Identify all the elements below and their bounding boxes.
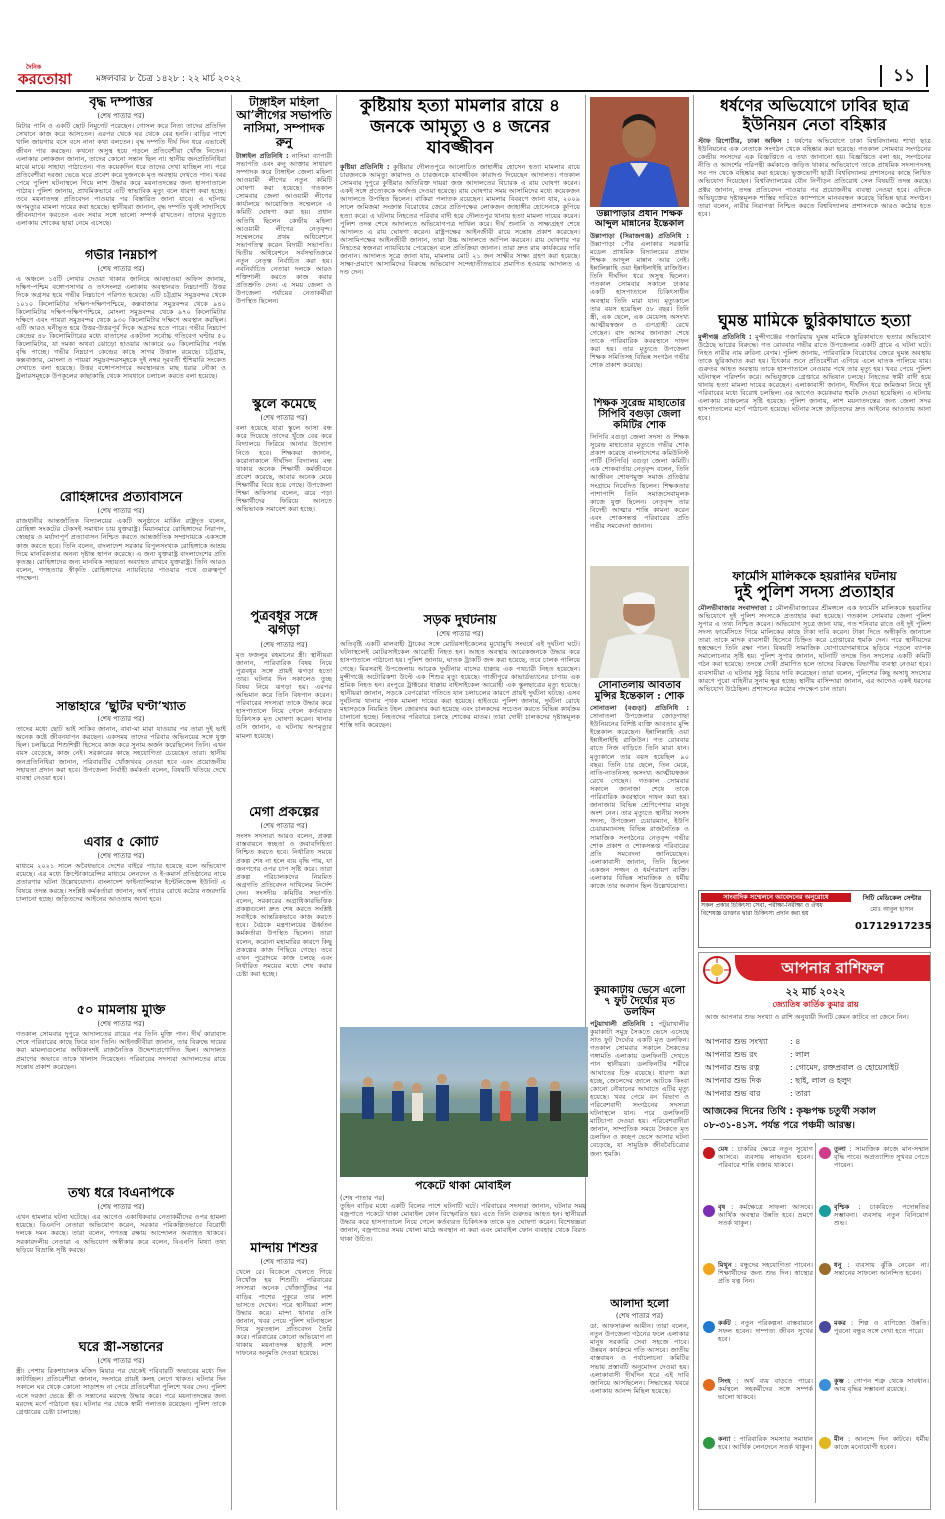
column-divider: [231, 95, 232, 1510]
sign-text: অর্থ ব্যয় বাড়তে পারে। কর্মস্থলে সহকর্মীদের সঙ্গে সম্পর্ক ভালো থাকবে।: [718, 1377, 813, 1402]
column-1: [16, 96, 226, 1511]
portrait-illustration: [590, 566, 689, 678]
article-body: তাদের মধ্যে ছোট ভাই সাকিব জানান, বাবা-মা মারা যাওয়ার পর তারা দুই ভাই অনেক কষ্টে জীবনযাপন করছেন। একসময় তাদের পরিবার অভিনয়ের সঙ্গে যুক্ত ছিল। চলচ্চিত্রে শিশুশিল্পী হিসেবে কাজ করে সুনাম অর্জন করেছিলেন তিনি। এখন বয়স বেড়েছে, কাজ নেই। সরকারের কাছে সহযোগিতা চেয়েছেন তারা। স্থানীয় জনপ্রতিনিধিরা জানান, পরিবারটির খোঁজখবর নেওয়া হবে এবং প্রয়োজনীয় সহায়তা প্রদান করা হবে। উপজেলা নির্বাহী কর্মকর্তা বলেন, বিষয়টি খতিয়ে দেখে ব্যবস্থা নেওয়া হবে।: [16, 725, 226, 782]
clinic-advertisement: [698, 890, 931, 948]
article-body: মাধ্যমে ২০২১ সালে অবৈধভাবে দেশের বাইরে পাচার হয়েছে বলে অভিযোগ রয়েছে। এর মধ্যে ক্রিপ্টোকারেন্সির মাধ্যমে লেনদেন ও ই-কমার্স প্রতিষ্ঠানের নামে প্রতারণার ঘটনা উল্লেখযোগ্য। বাংলাদেশ ফাইন্যান্সিয়াল ইন্টেলিজেন্স ইউনিট এ বিষয়ে তদন্ত করছে। সংশ্লিষ্ট কর্মকর্তারা জানান, অর্থ পাচার রোধে কঠোর নজরদারি চালানো হচ্ছে। জড়িতদের আইনের আওতায় আনা হবে।: [16, 862, 226, 903]
dateline: মৌলভীবাজার সংবাদদাতা :: [698, 603, 773, 612]
article-body: নাসিমা ব্যাপারী সভাপতি এবং রুনু আক্তার সাধারণ সম্পাদক করে টাঙ্গাইল জেলা মহিলা আওয়ামী লীগের নতুন কমিটি ঘোষণা করা হয়েছে। গতকাল সোমবার জেলা আওয়ামী লীগের কার্যালয়ে আয়োজিত সম্মেলনে এ কমিটি ঘোষণা করা হয়। প্রধান অতিথি ছিলেন কেন্দ্রীয় মহিলা আওয়ামী লীগের নেতৃবৃন্দ। সম্মেলনের প্রথম অধিবেশনে সভাপতিত্ব করেন বিদায়ী সভাপতি। দ্বিতীয় অধিবেশনে সর্বসম্মতিক্রমে নতুন নেতৃত্ব নির্বাচিত করা হয়। নবনির্বাচিত নেতারা দলকে আরও শক্তিশালী করতে কাজ করার প্রতিশ্রুতি দেন। এ সময় জেলা ও উপজেলা পর্যায়ের নেতাকর্মীরা উপস্থিত ছিলেন।: [236, 151, 332, 306]
lucky-label: আপনার শুভ বার: [705, 1089, 761, 1098]
continuation-note: (শেষ পাতার পর): [97, 112, 145, 121]
headline: রোহিঙ্গাদের প্রত্যাবাসনে: [59, 491, 183, 505]
article-body: পটুয়াখালীর কুয়াকাটা সমুদ্র সৈকতে ভেসে এসেছে সাত ফুট দৈর্ঘ্যের একটি মৃত ডলফিন। গতকাল সোমবার সকালে সৈকতের গঙ্গামতি এলাকায় ডলফিনটি দেখতে পান স্থানীয়রা। ডলফিনটির শরীরে আঘাতের চিহ্ন রয়েছে। ধারণা করা হচ্ছে, জেলেদের জালে আটকে কিংবা কোনো নৌযানের আঘাতে এটির মৃত্যু হয়েছে। খবর পেয়ে বন বিভাগ ও পরিবেশবাদী সংগঠনের সদস্যরা ঘটনাস্থলে যান। পরে ডলফিনটি মাটিচাপা দেওয়া হয়। পরিবেশবাদীরা জানান, সাম্প্রতিক সময়ে সৈকতে মৃত ডলফিন ও কচ্ছপ ভেসে আসার ঘটনা বেড়েছে, যা সামুদ্রিক জীববৈচিত্র্যের জন্য হুমকি।: [590, 1020, 689, 1158]
sign-name: মীন: [834, 1435, 844, 1443]
portrait-abdul-mannan: [590, 97, 689, 207]
lead-headline: কুষ্টিয়ায় হত্যা মামলার রায়ে ৪ জনকে আমৃত্যু ও ৪ জনের যাবজ্জীবন: [359, 96, 561, 158]
continuation-note: (শেষ পাতার পর): [97, 715, 145, 724]
article-body: মৌলভীবাজারের শ্রীমঙ্গলে এক ফার্মেসি মালিককে হয়রানির অভিযোগে দুই পুলিশ সদস্যকে প্রত্যাহার করা হয়েছে। গতকাল সোমবার জেলা পুলিশ সুপার এ তথ্য নিশ্চিত করেন। অভিযোগ সূত্রে জানা যায়, গত শনিবার রাতে ওই দুই পুলিশ সদস্য ফার্মেসিতে গিয়ে মালিকের কাছে টাকা দাবি করেন। টাকা দিতে অস্বীকৃতি জানালে তারা তাকে মাদক ব্যবসায়ী হিসেবে চিহ্নিত করে গ্রেপ্তারের হুমকি দেন। পরে স্থানীয়দের হস্তক্ষেপে তিনি রক্ষা পান। বিষয়টি সামাজিক যোগাযোগমাধ্যমে ছড়িয়ে পড়লে ব্যাপক সমালোচনার সৃষ্টি হয়। পুলিশ সুপার জানান, ঘটনাটি তদন্তে তিন সদস্যের একটি কমিটি গঠন করা হয়েছে। তদন্তে দোষী প্রমাণিত হলে তাদের বিরুদ্ধে বিভাগীয় ব্যবস্থা নেওয়া হবে। ব্যবসায়ীরা এ ঘটনার সুষ্ঠু বিচার দাবি করেছেন। তারা বলেন, পুলিশের কিছু অসাধু সদস্যের কারণে পুরো বাহিনীর সুনাম ক্ষুণ্ণ হচ্ছে। স্থানীয় বাসিন্দারা জানান, এর আগেও একই ধরনের অভিযোগ উঠেছিল। প্রশাসনের কঠোর পদক্ষেপ চান তারা।: [698, 603, 931, 693]
dateline: পটুয়াখালী প্রতিনিধি :: [590, 1020, 654, 1028]
column-divider: [336, 95, 337, 1510]
dateline: মুন্সীগঞ্জ প্রতিনিধি :: [698, 332, 752, 341]
headline-line-1: ফার্মেসি মালিককে হয়রানির ঘটনায়: [732, 570, 897, 583]
dateline: উল্লাপাড়া (সিরাজগঞ্জ) প্রতিনিধি :: [590, 231, 689, 240]
sign-item: কর্কট : নতুন পরিকল্পনা বাস্তবায়নে সফল হবেন। দাম্পত্য জীবন সুখের হবে।: [703, 1319, 813, 1377]
article-ghore-stri-sontan: [16, 1341, 226, 1511]
article-road-accident: [340, 614, 580, 1022]
obit-surendra-mahato: [590, 398, 689, 563]
horoscope-astrologer: জ্যোতিষ কার্তিক কুমার রায়: [772, 1000, 859, 1009]
sign-text: সামাজিক কাজে মান-সম্মান বৃদ্ধি পাবে। অপ্রত্যাশিত সুখবর পেতে পারেন।: [834, 1145, 929, 1170]
ad-line-2: সকল প্রকার চিকিৎসা সেবা, পরীক্ষা-নিরীক্ষা ও ঔষধ: [701, 902, 823, 909]
headline: মান্দায় শিশুর: [250, 1242, 318, 1256]
sign-item: মকর : শিল্প ও বাণিজ্যে উন্নতি। পুরনো বন্ধুর সঙ্গে দেখা হতে পারে।: [819, 1319, 929, 1377]
sign-text: গোপন শত্রু থেকে সাবধান। আয় বৃদ্ধির সম্ভাবনা রয়েছে।: [834, 1377, 929, 1394]
horoscope-banner: [735, 955, 930, 981]
article-putrobodhu: [236, 610, 332, 806]
article-body: মিটার পানি ও একটি ছোট নিমুগেট পরেছেন। গোসল করে নিত্য তাদের প্রতিদিন সেখানে কাজ করে আসতেন। এরপর থেকে ঘর থেকে বের হননি। বাড়ির পাশে খালি জায়গায় বসে বসে নানা কথা বলতেন। বৃদ্ধ দম্পতি দীর্ঘ দিন ধরে এভাবেই জীবন পার করছেন। কখনো অসুস্থ হয়ে পড়লে প্রতিবেশীরা খোঁজ নিতেন। এলাকার লোকজন জানান, তাদের কোনো সন্তান ছিল না। স্থানীয় জনপ্রতিনিধিরা মাঝে মাঝে সাহায্য পাঠাতেন। গত কয়েকদিন ধরে তাদের দেখা যাচ্ছিল না। পরে প্রতিবেশীরা দরজা ভেঙে ঘরে প্রবেশ করে দুজনকে মৃত অবস্থায় দেখতে পান। খবর পেয়ে পুলিশ ঘটনাস্থলে গিয়ে লাশ উদ্ধার করে ময়নাতদন্তের জন্য হাসপাতালে পাঠায়। পুলিশ জানায়, প্রাথমিকভাবে এটি স্বাভাবিক মৃত্যু বলে ধারণা করা হচ্ছে। তবে ময়নাতদন্ত প্রতিবেদন পাওয়ার পর বিস্তারিত জানা যাবে। এ ঘটনায় অপমৃত্যুর মামলা দায়ের করা হয়েছে। স্থানীয়রা জানান, বৃদ্ধ দম্পতি খুবই সাদাসিধে জীবনযাপন করতেন এবং সবার সঙ্গে ভালো সম্পর্ক রাখতেন। তাদের মৃত্যুতে এলাকায় শোকের ছায়া নেমে এসেছে।: [16, 122, 226, 228]
column-divider: [693, 95, 694, 1510]
sign-item: সিংহ : অর্থ ব্যয় বাড়তে পারে। কর্মস্থলে সহকর্মীদের সঙ্গে সম্পর্ক ভালো থাকবে।: [703, 1377, 813, 1435]
sign-name: কন্যা: [718, 1435, 731, 1443]
headline: শিক্ষক সুরেন্দ্র মাহাতোর সিপিবি বগুড়া জেলা কমিটির শোক: [593, 398, 686, 431]
dateline: কুষ্টিয়া প্রতিনিধি :: [340, 163, 390, 171]
article-dolphin: [590, 985, 689, 1290]
page-number: ১১: [880, 65, 928, 87]
sign-item: কন্যা : পারিবারিক সমস্যার সমাধান হবে। আর্থিক লেনদেনে সতর্ক থাকুন।: [703, 1435, 813, 1493]
article-pharmacy: [698, 570, 931, 888]
zodiac-icon: [819, 1147, 831, 1159]
zodiac-icon: [703, 1321, 715, 1333]
sign-item: তুলা : সামাজিক কাজে মান-সম্মান বৃদ্ধি পাবে। অপ্রত্যাশিত সুখবর পেতে পারেন।: [819, 1145, 929, 1203]
lucky-label: আপনার শুভ রং: [705, 1050, 758, 1059]
article-body: সোনাতলা উপজেলার জোড়গাছা ইউনিয়নের বিশিষ্ট ব্যক্তি আবতাব মুন্সি ইন্তেকাল করেছেন। ইন্নালিল্লাহি ওয়া ইন্নাইলাইহি রাজিউন। গত রোববার রাতে নিজ বাড়িতে তিনি মারা যান। মৃত্যুকালে তার বয়স হয়েছিল ৯০ বছর। তিনি চার ছেলে, তিন মেয়ে, নাতি-নাতনিসহ অসংখ্য আত্মীয়স্বজন রেখে গেছেন। গতকাল সোমবার সকালে জানাজা শেষে তাকে পারিবারিক কবরস্থানে দাফন করা হয়। জানাজায় বিভিন্ন শ্রেণিপেশার মানুষ অংশ নেন। তার মৃত্যুতে স্থানীয় সংসদ সদস্য, উপজেলা চেয়ারম্যান, ইউপি চেয়ারম্যানসহ বিভিন্ন রাজনৈতিক ও সামাজিক সংগঠনের নেতৃবৃন্দ গভীর শোক প্রকাশ ও শোকসন্তপ্ত পরিবারের প্রতি সমবেদনা জানিয়েছেন। এলাকাবাসী জানান, তিনি ছিলেন একজন সজ্জন ও ধর্মপরায়ণ ব্যক্তি। এলাকার বিভিন্ন সামাজিক ও ধর্মীয় কাজে তার অবদান ছিল উল্লেখযোগ্য।: [590, 712, 689, 891]
sign-name: বৃশ্চিক: [834, 1203, 850, 1211]
article-manda-shishu: [236, 1242, 332, 1502]
headline-line-2: দুই পুলিশ সদস্য প্রত্যাহার: [734, 582, 895, 602]
headline: স্কুলে কমেছে: [252, 398, 316, 412]
article-body: এখন হামলার ঘটনা ঘটেছে। এর আগেও একাধিকবার নেতাকর্মীদের ওপর হামলা হয়েছে। বিএনপি নেতারা অভিযোগ করেন, সরকার পরিকল্পিতভাবে বিরোধী দলকে দমন করছে। তারা বলেন, গণতন্ত্র রক্ষায় আন্দোলন অব্যাহত থাকবে। সরকারদলীয় নেতারা এ অভিযোগ অস্বীকার করে বলেন, বিএনপি মিথ্যা তথ্য ছড়িয়ে বিভ্রান্তি সৃষ্টি করছে।: [16, 1213, 226, 1254]
zodiac-icon: [703, 1437, 715, 1449]
headline: সোনাতলায় আবতাব মুন্সির ইন্তেকাল : শোক: [594, 680, 685, 702]
zodiac-icon: [819, 1321, 831, 1333]
zodiac-icon: [703, 1147, 715, 1159]
article-body: খেলে রে। বিকেলে খেলতে গিয়ে নিখোঁজ হয় শিশুটি। পরিবারের সদস্যরা অনেক খোঁজাখুঁজির পর বাড়ির পাশের পুকুরে তার লাশ ভাসতে দেখেন। পরে স্থানীয়রা লাশ উদ্ধার করে। মান্দা থানার ওসি জানান, খবর পেয়ে পুলিশ ঘটনাস্থলে গিয়ে সুরতহাল প্রতিবেদন তৈরি করে। পরিবারের কোনো অভিযোগ না থাকায় ময়নাতদন্ত ছাড়াই লাশ দাফনের অনুমতি দেওয়া হয়েছে।: [236, 1268, 332, 1358]
continuation-note: (শেষ পাতার পর): [97, 852, 145, 861]
masthead-logo: [18, 64, 82, 86]
lucky-label: আপনার শুভ সংখ্যা: [705, 1037, 768, 1046]
sign-item: বৃষ : কর্মক্ষেত্রে সাফল্য আসবে। আর্থিক অবস্থার উন্নতি হবে। ভ্রমণে সতর্ক থাকুন।: [703, 1203, 813, 1261]
continuation-note: (শেষ পাতার পর): [97, 1020, 145, 1029]
column-2: [236, 96, 332, 1511]
article-school-komeche: [236, 398, 332, 610]
headline: তথ্য ধরে বিএনপিকে: [67, 1187, 175, 1201]
headline: কুয়াকাটায় ভেসে এলো ৭ ফুট দৈর্ঘ্যের মৃত ডলফিন: [594, 985, 685, 1018]
ad-clinic-sub: মোঃ আবুল হাসান: [870, 906, 914, 913]
article-body: ডা. আফসারুল আমীন। তারা বলেন, নতুন উপজেলা গঠনের ফলে এলাকার মানুষ সরকারি সেবা সহজে পাবে। উন্নয়ন কার্যক্রমে গতি আসবে। জাতীয় বাস্তবায়ন ও পর্যালোচনা কমিটির সভায় প্রস্তাবটি অনুমোদন দেওয়া হয়। এলাকাবাসী দীর্ঘদিন ধরে এই দাবি জানিয়ে আসছিলেন। সিদ্ধান্তের খবরে এলাকায় আনন্দ মিছিল হয়েছে।: [590, 1322, 689, 1395]
article-body: গতকাল সোমবার দুপুরে আদালতের রায়ের পর তিনি মুক্তি পান। দীর্ঘ কারাবাস শেষে পরিবারের কাছে ফিরে যান তিনি। আইনজীবীরা জানান, তার বিরুদ্ধে দায়ের করা মামলাগুলোর অধিকাংশই রাজনৈতিক উদ্দেশ্যপ্রণোদিত ছিল। আদালত প্রমাণের অভাবে তাকে খালাস দিয়েছেন। পরিবারের সদস্যরা আদালতের রায়ে সন্তোষ প্রকাশ করেছেন।: [16, 1030, 226, 1071]
headline: ৫০ মামলায় মুক্তি: [76, 1004, 166, 1018]
article-body: ধর্ষণের অভিযোগে ঢাকা বিশ্ববিদ্যালয় শাখা ছাত্র ইউনিয়নের এক নেতাকে সংগঠন থেকে বহিষ্কার করা হয়েছে। গতকাল সোমবার সংগঠনের কেন্দ্রীয় সংসদের এক বিজ্ঞপ্তিতে এ তথ্য জানানো হয়। বিজ্ঞপ্তিতে বলা হয়, সংগঠনের নীতি ও আদর্শের পরিপন্থী কর্মকাণ্ডে জড়িত থাকার অভিযোগে তাকে প্রাথমিক সদস্যপদসহ সব পদ থেকে বহিষ্কার করা হয়েছে। ভুক্তভোগী ছাত্রী বিশ্ববিদ্যালয় প্রশাসনের কাছে লিখিত অভিযোগ দিয়েছেন। বিশ্ববিদ্যালয়ের যৌন নিপীড়ন প্রতিরোধ সেল বিষয়টি তদন্ত করছে। প্রক্টর জানান, তদন্ত প্রতিবেদন পাওয়ার পর প্রয়োজনীয় ব্যবস্থা নেওয়া হবে। এদিকে অভিযুক্তের দৃষ্টান্তমূলক শাস্তির দাবিতে ক্যাম্পাসে মানববন্ধন করেছে বিভিন্ন ছাত্র সংগঠন। তারা বলেন, নারীর নিরাপত্তা নিশ্চিত করতে বিশ্ববিদ্যালয় প্রশাসনকে আরও কঠোর হতে হবে।: [698, 137, 931, 218]
sign-text: নতুন পরিকল্পনা বাস্তবায়নে সফল হবেন। দাম্পত্য জীবন সুখের হবে।: [718, 1319, 813, 1344]
lead-story: [340, 96, 580, 608]
continuation-note: (শেষ পাতার পর): [97, 507, 145, 516]
portrait-illustration: [590, 97, 689, 207]
lucky-value: তারা: [795, 1089, 811, 1098]
article-tangail: [236, 96, 332, 398]
signs-right: [819, 1145, 929, 1493]
article-rohingya: [16, 491, 226, 700]
obit-abtab-munshi: [590, 680, 689, 980]
article-ebar-5-koti: [16, 836, 226, 1004]
sign-item: মেষ : চাকরির ক্ষেত্রে নতুন সুযোগ আসবে। ব্যবসায় লাভবান হবেন। পরিবারে শান্তি বজায় থাকবে।: [703, 1145, 813, 1203]
article-50-mamlay-mukti: [16, 1004, 226, 1187]
sign-text: শিল্প ও বাণিজ্যে উন্নতি। পুরনো বন্ধুর সঙ্গে দেখা হতে পারে।: [834, 1319, 929, 1336]
lucky-label: আপনার শুভ রত্ন: [705, 1063, 760, 1072]
sign-name: কর্কট: [718, 1319, 731, 1327]
portrait-abtab-munshi: [590, 566, 689, 678]
continuation-note: (শেষ পাতার পর): [260, 1258, 308, 1267]
photo-illustration: [340, 1027, 588, 1177]
horoscope-tithi: আজকের দিনের তিথি : কৃষ্ণপক্ষ চতুর্থী সকাল ০৮-৩১-৪১স. পর্যন্ত পরে পঞ্চমী আরম্ভ।: [703, 1106, 876, 1131]
sign-name: সিংহ: [718, 1377, 731, 1385]
dateline: স্টাফ রিপোর্টার, ঢাকা অফিস :: [698, 137, 790, 145]
article-santahar: [16, 700, 226, 836]
photo-story-headline: পকেটে থাকা মোবাইল: [415, 1180, 511, 1192]
horoscope-divider: [703, 1139, 928, 1140]
article-mega-prokolpo: [236, 806, 332, 1242]
sign-item: ধনু : ব্যবসায় ঝুঁকি নেবেন না। সন্তানের সাফল্যে আনন্দিত হবেন।: [819, 1261, 929, 1319]
sign-text: চাকরিতে পদোন্নতির সম্ভাবনা। ব্যবসায় নতুন বিনিয়োগ শুভ।: [834, 1203, 929, 1228]
masthead: [0, 0, 945, 92]
sign-name: মেষ: [718, 1145, 728, 1153]
lucky-value: ৪: [795, 1037, 801, 1046]
ad-right-block: [855, 893, 932, 945]
ad-left-block: [701, 893, 851, 945]
continuation-note: (শেষ পাতার পর): [97, 1357, 145, 1366]
sign-text: বন্ধুদের সহযোগিতা পাবেন। শিক্ষার্থীদের জন্য শুভ দিন। স্বাস্থ্যের প্রতি যত্ন নিন।: [718, 1261, 813, 1286]
photo-story-body: (শেষ পাতার পর) তুহিন বাড়ির মধ্যে একটি বিলের পাশে ঘটনাটি ঘটে। পরিবারের সদস্যরা জানান, ঘটনার সময় বজ্রপাতে পকেটে থাকা মোবাইল ফোন বিস্ফোরিত হয়। এতে তিনি গুরুতর আহত হন। স্থানীয়রা উদ্ধার করে হাসপাতালে নিয়ে গেলে কর্তব্যরত চিকিৎসক তাকে মৃত ঘোষণা করেন। বিশেষজ্ঞরা জানান, বজ্রপাতের সময় খোলা মাঠে অবস্থান না করা এবং মোবাইল ফোন ব্যবহার থেকে বিরত থাকা উচিত।: [340, 1194, 586, 1243]
headline: টাঙ্গাইল মহিলা আ’লীগের সভাপতি নাসিমা, সম্পাদক রুনু: [236, 96, 332, 149]
sign-name: ধনু: [834, 1261, 842, 1269]
ad-line-1: সাংবাদিক সম্মেলনে আবেদনের অনুরোধে: [701, 893, 851, 902]
sign-name: বৃষ: [718, 1203, 726, 1211]
masthead-date: মঙ্গলবার ৮ চৈত্র ১৪২৮ : ২২ মার্চ ২০২২: [96, 74, 242, 84]
lucky-value: গোমেদ, রক্তপ্রবাল ও হোয়েসাইট: [795, 1063, 899, 1072]
dateline: টাঙ্গাইল প্রতিনিধি :: [236, 151, 289, 160]
zodiac-icon: [703, 1263, 715, 1275]
continuation-note: (শেষ পাতার পর): [260, 822, 308, 831]
sign-text: চাকরির ক্ষেত্রে নতুন সুযোগ আসবে। ব্যবসায় লাভবান হবেন। পরিবারে শান্তি বজায় থাকবে।: [718, 1145, 813, 1170]
article-totthyo-dhore: [16, 1187, 226, 1341]
sign-item: কুম্ভ : গোপন শত্রু থেকে সাবধান। আয় বৃদ্ধির সম্ভাবনা রয়েছে।: [819, 1377, 929, 1435]
obit-abdul-mannan: [590, 210, 689, 392]
horoscope-lucky-table: [705, 1035, 927, 1100]
sign-name: মিথুন: [718, 1261, 732, 1269]
headline: বৃদ্ধ দম্পত্তির: [89, 96, 153, 110]
article-alada-holo: [590, 1298, 689, 1510]
sign-item: মিথুন : বন্ধুদের সহযোগিতা পাবেন। শিক্ষার্থীদের জন্য শুভ দিন। স্বাস্থ্যের প্রতি যত্ন নিন।: [703, 1261, 813, 1319]
zodiac-icon: [819, 1263, 831, 1275]
article-body: মৃত ফজলুর রহমানের স্ত্রী। স্থানীয়রা জানান, পারিবারিক বিষয় নিয়ে পুত্রবধূর সঙ্গে প্রায়ই ঝগড়া হতো তার। ঘটনার দিন সকালেও তুচ্ছ বিষয় নিয়ে ঝগড়া হয়। এরপর অভিমান করে তিনি বিষপান করেন। পরিবারের সদস্যরা তাকে উদ্ধার করে হাসপাতালে নিয়ে গেলে কর্তব্যরত চিকিৎসক মৃত ঘোষণা করেন। থানার ওসি জানান, এ ঘটনায় অপমৃত্যুর মামলা হয়েছে।: [236, 650, 332, 740]
horoscope-banner-text: আপনার রাশিফল: [781, 959, 884, 977]
sign-text: পারিবারিক সমস্যার সমাধান হবে। আর্থিক লেনদেনে সতর্ক থাকুন।: [718, 1435, 813, 1452]
article-body: বলা হয়েছে যারা স্কুলে আসা বন্ধ করে দিয়েছে তাদের খুঁজে বের করে বিদ্যালয়ে ফিরিয়ে আনার উদ্যোগ নিতে হবে। শিক্ষকরা জানান, করোনাকালে দীর্ঘদিন বিদ্যালয় বন্ধ থাকায় অনেক শিক্ষার্থী কর্মজীবনে প্রবেশ করেছে, আবার অনেক মেয়ে শিক্ষার্থীর বিয়ে হয়ে গেছে। উপজেলা শিক্ষা অফিসার বলেন, ঝরে পড়া শিক্ষার্থীদের ফিরিয়ে আনতে অভিভাবক সমাবেশ করা হচ্ছে।: [236, 424, 332, 514]
logo-top-text: দৈনিক: [26, 64, 42, 71]
masthead-rule: [16, 90, 929, 92]
headline: গভীর নিম্নচাপ: [85, 249, 157, 263]
lucky-row: আপনার শুভ সংখ্যা : ৪: [705, 1037, 801, 1046]
photo-story: [340, 1180, 586, 1510]
article-dhorshon: [698, 96, 931, 308]
sign-text: ব্যবসায় ঝুঁকি নেবেন না। সন্তানের সাফল্যে আনন্দিত হবেন।: [834, 1261, 929, 1278]
headline: সান্তাহারে ‘ছুটির ঘণ্টা’খ্যাত: [56, 700, 186, 713]
ad-line-3: বিশেষজ্ঞ ডাক্তার দ্বারা চিকিৎসা প্রদান করা হয়: [701, 910, 809, 917]
article-govir-nimnochap: [16, 249, 226, 491]
headline: পুত্রবধূর সঙ্গে ঝগড়া: [250, 610, 318, 639]
lucky-row: আপনার শুভ দিক : ছাই, লাল ও হলুদ: [705, 1076, 852, 1085]
continuation-note: (শেষ পাতার পর): [615, 1312, 664, 1321]
horoscope-section: [698, 952, 931, 1510]
article-body: এ অঞ্চলে ১৫টি লেখার দেওয়া থাকার জানিয়ে আবহাওয়া অফিস জানায়, দক্ষিণ-পশ্চিম বঙ্গোপসাগর ও তৎসংলগ্ন এলাকায় অবস্থানরত নিম্নচাপটি উত্তর দিকে অগ্রসর হয়ে গভীর নিম্নচাপে পরিণত হয়েছে। এটি চট্টগ্রাম সমুদ্রবন্দর থেকে ১০১০ কিলোমিটার দক্ষিণ-দক্ষিণপশ্চিমে, কক্সবাজার সমুদ্রবন্দর থেকে ৯৪০ কিলোমিটার দক্ষিণ-দক্ষিণপশ্চিমে, মোংলা সমুদ্রবন্দর থেকে ৯৭০ কিলোমিটার দক্ষিণে এবং পায়রা সমুদ্রবন্দর থেকে ৯৩০ কিলোমিটার দক্ষিণে অবস্থান করছিল। এটি আরও ঘনীভূত হয়ে উত্তর-উত্তরপূর্ব দিকে অগ্রসর হতে পারে। গভীর নিম্নচাপ কেন্দ্রের ৪৮ কিলোমিটারের মধ্যে বাতাসের একটানা সর্বোচ্চ গতিবেগ ঘণ্টায় ৫০ কিলোমিটার, যা দমকা অথবা ঝোড়ো হাওয়ার আকারে ৬০ কিলোমিটার পর্যন্ত বৃদ্ধি পাচ্ছে। গভীর নিম্নচাপ কেন্দ্রের কাছে সাগর উত্তাল রয়েছে। চট্টগ্রাম, কক্সবাজার, মোংলা ও পায়রা সমুদ্রবন্দরসমূহকে দুই নম্বর দূরবর্তী হুঁশিয়ারি সংকেত দেখাতে বলা হয়েছে। উত্তর বঙ্গোপসাগরে অবস্থানরত মাছ ধরার নৌকা ও ট্রলারসমূহকে উপকূলের কাছাকাছি থেকে সাবধানে চলাচল করতে বলা হয়েছে।: [16, 275, 226, 381]
lucky-row: আপনার শুভ রত্ন : গোমেদ, রক্তপ্রবাল ও হোয়েসাইট: [705, 1063, 899, 1072]
lucky-value: ছাই, লাল ও হলুদ: [795, 1076, 852, 1085]
continuation-note: (শেষ পাতার পর): [260, 640, 308, 649]
article-ghumonto-mami: [698, 312, 931, 567]
lucky-row: আপনার শুভ বার : তারা: [705, 1089, 811, 1098]
horoscope-date: ২২ মার্চ ২০২২: [785, 987, 846, 998]
zodiac-icon: [703, 1205, 715, 1217]
news-photo-rescue: [340, 1027, 588, 1177]
horoscope-center-divider: [815, 1143, 816, 1503]
continuation-note: (শেষ পাতার পর): [97, 265, 145, 274]
zodiac-icon: [819, 1205, 831, 1217]
article-body: কুষ্টিয়ার দৌলতপুরে আলোচিত জাহাঙ্গীর হোসেন হত্যা মামলার রায়ে চারজনকে আমৃত্যু কারাদণ্ড ও চারজনকে যাবজ্জীবন কারাদণ্ড দিয়েছেন আদালত। গতকাল সোমবার দুপুরে কুষ্টিয়ার অতিরিক্ত দায়রা জজ আদালতের বিচারক এ রায় ঘোষণা করেন। একই সঙ্গে প্রত্যেককে অর্থদণ্ড দেওয়া হয়েছে। রায় ঘোষণার সময় আসামিদের মধ্যে কয়েকজন আদালতে উপস্থিত ছিলেন। বাকিরা পলাতক রয়েছেন। মামলার বিবরণে জানা যায়, ২০০৯ সালে জমিজমা সংক্রান্ত বিরোধের জেরে প্রতিপক্ষের লোকজন জাহাঙ্গীর হোসেনকে কুপিয়ে হত্যা করে। এ ঘটনায় নিহতের পরিবার বাদী হয়ে দৌলতপুর থানায় হত্যা মামলা দায়ের করেন। পুলিশ তদন্ত শেষে আদালতে অভিযোগপত্র দাখিল করে। দীর্ঘ শুনানি ও সাক্ষ্যগ্রহণ শেষে আদালত এ রায় ঘোষণা করেন। রাষ্ট্রপক্ষের আইনজীবী রায়ে সন্তোষ প্রকাশ করেছেন। আসামিপক্ষের আইনজীবী জানান, তারা উচ্চ আদালতে আপিল করবেন। রায় ঘোষণার পর নিহতের স্বজনরা ন্যায়বিচার পেয়েছেন বলে প্রতিক্রিয়া জানান। তারা দ্রুত রায় কার্যকরের দাবি জানান। আদালত সূত্রে জানা যায়, মামলায় মোট ২১ জন সাক্ষীর সাক্ষ্য গ্রহণ করা হয়েছে। সাক্ষ্য-প্রমাণে আসামিদের বিরুদ্ধে অভিযোগ সন্দেহাতীতভাবে প্রমাণিত হওয়ায় আদালত এ দণ্ড দেন।: [340, 163, 580, 277]
sign-item: মীন : আনন্দে দিন কাটবে। ধর্মীয় কাজে মনোযোগী হবেন।: [819, 1435, 929, 1493]
sign-name: মকর: [834, 1319, 846, 1327]
continuation-note: (শেষ পাতার পর): [260, 414, 308, 423]
headline: সড়ক দুর্ঘটনায়: [423, 614, 497, 628]
logo-main-text: করতোয়া: [18, 70, 72, 88]
signs-left: [703, 1145, 813, 1493]
article-briddho-dompoti: [16, 96, 226, 249]
article-body: স্ত্রী। পেশায় রিকশাচালক মজিদ মিয়ার পর থেকেই পরিবারটি অভাবের মধ্যে দিন কাটাচ্ছিল। প্রতিবেশীরা জানান, সংসারে প্রায়ই কলহ লেগে থাকত। ঘটনার দিন সকালে ঘর থেকে কোনো সাড়াশব্দ না পেয়ে প্রতিবেশীরা পুলিশে খবর দেন। পুলিশ এসে দরজা ভেঙে স্ত্রী ও সন্তানের মরদেহ উদ্ধার করে। পরে ময়নাতদন্তের জন্য মরদেহ মর্গে পাঠানো হয়। ঘটনার পর থেকে স্বামী পলাতক রয়েছেন। পুলিশ তাকে গ্রেপ্তারের চেষ্টা চালাচ্ছে।: [16, 1367, 226, 1416]
sign-name: তুলা: [834, 1145, 846, 1153]
headline: ঘরে স্ত্রী-সন্তানের: [78, 1341, 164, 1355]
dateline: সোনাতলা (বগুড়া) প্রতিনিধি :: [590, 704, 689, 712]
article-body: মুন্সীগঞ্জের গজারিয়ায় ঘুমন্ত মামিকে ছুরিকাঘাতে হত্যার অভিযোগ উঠেছে ভাগ্নের বিরুদ্ধে। গত রোববার গভীর রাতে উপজেলার একটি গ্রামে এ ঘটনা ঘটে। নিহত নারীর নাম রুবিনা বেগম। পুলিশ জানায়, পারিবারিক বিরোধের জেরে ঘুমন্ত অবস্থায় তাকে ছুরিকাঘাত করা হয়। চিৎকার শুনে প্রতিবেশীরা এগিয়ে এলে ঘাতক পালিয়ে যায়। গুরুতর আহত অবস্থায় তাকে হাসপাতালে নেওয়ার পথে তার মৃত্যু হয়। খবর পেয়ে পুলিশ ঘটনাস্থল পরিদর্শন করে। অভিযুক্তকে গ্রেপ্তারে অভিযান চলছে। নিহতের স্বামী বাদী হয়ে থানায় হত্যা মামলা দায়ের করেছেন। এলাকাবাসী জানান, দীর্ঘদিন ধরে জমিজমা নিয়ে দুই পরিবারের মধ্যে বিরোধ চলছিল। এর আগেও কয়েকবার হুমকি দেওয়া হয়েছিল। এ ঘটনায় এলাকায় চাঞ্চল্যের সৃষ্টি হয়েছে। পুলিশ জানায়, লাশ ময়নাতদন্তের জন্য জেলা সদর হাসপাতালের মর্গে পাঠানো হয়েছে। ঘটনার সঙ্গে জড়িতদের দ্রুত আইনের আওতায় আনা হবে।: [698, 332, 931, 422]
headline: আলাদা হলো: [610, 1298, 669, 1310]
headline: এবার ৫ কোটি: [83, 836, 159, 850]
article-body: সংসদ সদস্যরা আরও বলেন, প্রকল্প বাস্তবায়নে স্বচ্ছতা ও জবাবদিহিতা নিশ্চিত করতে হবে। নির্ধারিত সময়ে প্রকল্প শেষ না হলে ব্যয় বৃদ্ধি পায়, যা জনগণের ওপর চাপ সৃষ্টি করে। তারা প্রকল্প পরিচালকদের নিয়মিত অগ্রগতি প্রতিবেদন দাখিলের নির্দেশ দেন। সংসদীয় কমিটির সভাপতি বলেন, সরকারের অগ্রাধিকারভিত্তিক প্রকল্পগুলো দ্রুত শেষ করতে সংশ্লিষ্ট সবাইকে আন্তরিকভাবে কাজ করতে হবে। বৈঠকে মন্ত্রণালয়ের ঊর্ধ্বতন কর্মকর্তারা উপস্থিত ছিলেন। তারা বলেন, করোনা মহামারির কারণে কিছু প্রকল্পের কাজ পিছিয়ে গেছে। তবে এখন পুরোদমে কাজ চলছে এবং নির্ধারিত সময়ের মধ্যে শেষ করার চেষ্টা করা হচ্ছে।: [236, 832, 332, 978]
ad-phone: 01712917235: [855, 921, 932, 932]
sign-text: কর্মক্ষেত্রে সাফল্য আসবে। আর্থিক অবস্থার উন্নতি হবে। ভ্রমণে সতর্ক থাকুন।: [718, 1203, 813, 1228]
lucky-row: আপনার শুভ রং : লাল: [705, 1050, 810, 1059]
sign-item: বৃশ্চিক : চাকরিতে পদোন্নতির সম্ভাবনা। ব্যবসায় নতুন বিনিয়োগ শুভ।: [819, 1203, 929, 1261]
continuation-note: (শেষ পাতার পর): [97, 1203, 145, 1212]
article-body: রাজধানীর আন্তর্জাতিক বিদ্যালয়ের একটি অনুষ্ঠানে মার্কিন রাষ্ট্রদূত বলেন, রোহিঙ্গা সংকটের টেকসই সমাধান চায় যুক্তরাষ্ট্র। মিয়ানমারে রোহিঙ্গাদের নিরাপদ, স্বেচ্ছায় ও মর্যাদাপূর্ণ প্রত্যাবাসন নিশ্চিত করতে আন্তর্জাতিক সম্প্রদায়কে একসঙ্গে কাজ করতে হবে। তিনি বলেন, বাংলাদেশ সরকার বিপুলসংখ্যক রোহিঙ্গাকে আশ্রয় দিয়ে মানবিকতার অনন্য দৃষ্টান্ত স্থাপন করেছে। এ জন্য যুক্তরাষ্ট্র বাংলাদেশের প্রতি কৃতজ্ঞ। রোহিঙ্গাদের জন্য মানবিক সহায়তা অব্যাহত রাখবে যুক্তরাষ্ট্র। তিনি আরও বলেন, গণহত্যার স্বীকৃতি রোহিঙ্গাদের ন্যায়বিচার পাওয়ার পথে গুরুত্বপূর্ণ পদক্ষেপ।: [16, 517, 226, 582]
horoscope-intro: আজ আপনার শুভ সংখ্যা ও রাশি অনুযায়ী দিনটি কেমন কাটবে তা জেনে নিন।: [705, 1013, 909, 1021]
sign-text: আনন্দে দিন কাটবে। ধর্মীয় কাজে মনোযোগী হবেন।: [834, 1435, 929, 1452]
zodiac-icon: [819, 1379, 831, 1391]
zodiac-icon: [703, 1379, 715, 1391]
ad-clinic-name: সিটি মেডিকেল সেন্টার: [862, 894, 922, 902]
headline: মেগা প্রকল্পের: [249, 806, 319, 820]
headline: ধর্ষণের অভিযোগে ঢাবির ছাত্র ইউনিয়ন নেতা বহিষ্কার: [719, 96, 910, 134]
continuation-note: (শেষ পাতার পর): [436, 630, 484, 639]
lucky-label: আপনার শুভ দিক: [705, 1076, 762, 1085]
article-body: অতিবৃষ্টি একটি মালবাহী ট্রাকের সঙ্গে মোটরসাইকেলের মুখোমুখি সংঘর্ষে এই দুর্ঘটনা ঘটে। ঘটনাস্থলেই মোটরসাইকেল আরোহী নিহত হন। আহত অবস্থায় আরেকজনকে উদ্ধার করে হাসপাতালে পাঠানো হয়। পুলিশ জানায়, ঘাতক ট্রাকটি জব্দ করা হয়েছে, তবে চালক পালিয়ে গেছে। মিরসরাই উপজেলায় আরেক দুর্ঘটনায় বাসের ধাক্কায় এক পথচারী নিহত হয়েছেন। মুন্সীগঞ্জে অটোরিকশা উল্টে এক শিশুর মৃত্যু হয়েছে। গাজীপুরে কাভার্ডভ্যানের চাপায় এক শ্রমিক নিহত হন। রংপুরে ট্রাক্টরের ধাক্কায় বাইসাইকেল আরোহী এক স্কুলছাত্রের মৃত্যু হয়েছে। স্থানীয়রা জানান, সড়কে বেপরোয়া গতিতে যান চলাচলের কারণে প্রায়ই দুর্ঘটনা ঘটছে। এসব দুর্ঘটনায় থানায় পৃথক মামলা দায়ের করা হয়েছে। হাইওয়ে পুলিশ জানায়, দুর্ঘটনা রোধে মহাসড়কে নিয়মিত টহল জোরদার করা হয়েছে এবং চালকদের সচেতন করতে বিভিন্ন কার্যক্রম চালানো হচ্ছে। নিহতদের পরিবারে চলছে শোকের মাতম। তারা দোষী চালকদের দৃষ্টান্তমূলক শাস্তি দাবি করেছেন।: [340, 640, 580, 730]
lucky-value: লাল: [795, 1050, 810, 1059]
headline: উল্লাপাড়ার প্রধান শিক্ষক আব্দুল মান্নানের ইন্তেকাল: [594, 210, 685, 229]
zodiac-wheel-icon: [702, 955, 732, 985]
headline: ঘুমন্ত মামিকে ছুরিকাঘাতে হত্যা: [718, 312, 911, 330]
article-body: সিপিবি বগুড়া জেলা সদস্য ও শিক্ষক সুরেন্দ্র মাহাতোর মৃত্যুতে গভীর শোক প্রকাশ করেছে বাংলাদেশের কমিউনিস্ট পার্টি (সিপিবি) বগুড়া জেলা কমিটি। এক শোকবার্তায় নেতৃবৃন্দ বলেন, তিনি আজীবন শোষণমুক্ত সমাজ প্রতিষ্ঠার সংগ্রামে নিবেদিত ছিলেন। শিক্ষকতার পাশাপাশি তিনি সমাজসেবামূলক কাজে যুক্ত ছিলেন। নেতৃবৃন্দ তার বিদেহী আত্মার শান্তি কামনা করেন এবং শোকসন্তপ্ত পরিবারের প্রতি গভীর সমবেদনা জানান।: [590, 433, 689, 531]
article-body: উল্লাপাড়া পৌর এলাকার সরকারি মডেল প্রাথমিক বিদ্যালয়ের প্রধান শিক্ষক আব্দুল মান্নান আর নেই। ইন্নালিল্লাহি ওয়া ইন্নাইলাইহি রাজিউন। তিনি দীর্ঘদিন ধরে অসুস্থ ছিলেন। গতকাল সোমবার সকালে ঢাকার একটি হাসপাতালে চিকিৎসাধীন অবস্থায় তিনি মারা যান। মৃত্যুকালে তার বয়স হয়েছিল ৫৮ বছর। তিনি স্ত্রী, এক ছেলে, এক মেয়েসহ অসংখ্য আত্মীয়স্বজন ও গুণগ্রাহী রেখে গেছেন। বাদ আসর জানাজা শেষে তাকে পারিবারিক কবরস্থানে দাফন করা হয়। তার মৃত্যুতে উপজেলা শিক্ষক সমিতিসহ বিভিন্ন সংগঠন গভীর শোক প্রকাশ করেছে।: [590, 239, 689, 370]
zodiac-icon: [819, 1437, 831, 1449]
sign-name: কুম্ভ: [834, 1377, 844, 1385]
